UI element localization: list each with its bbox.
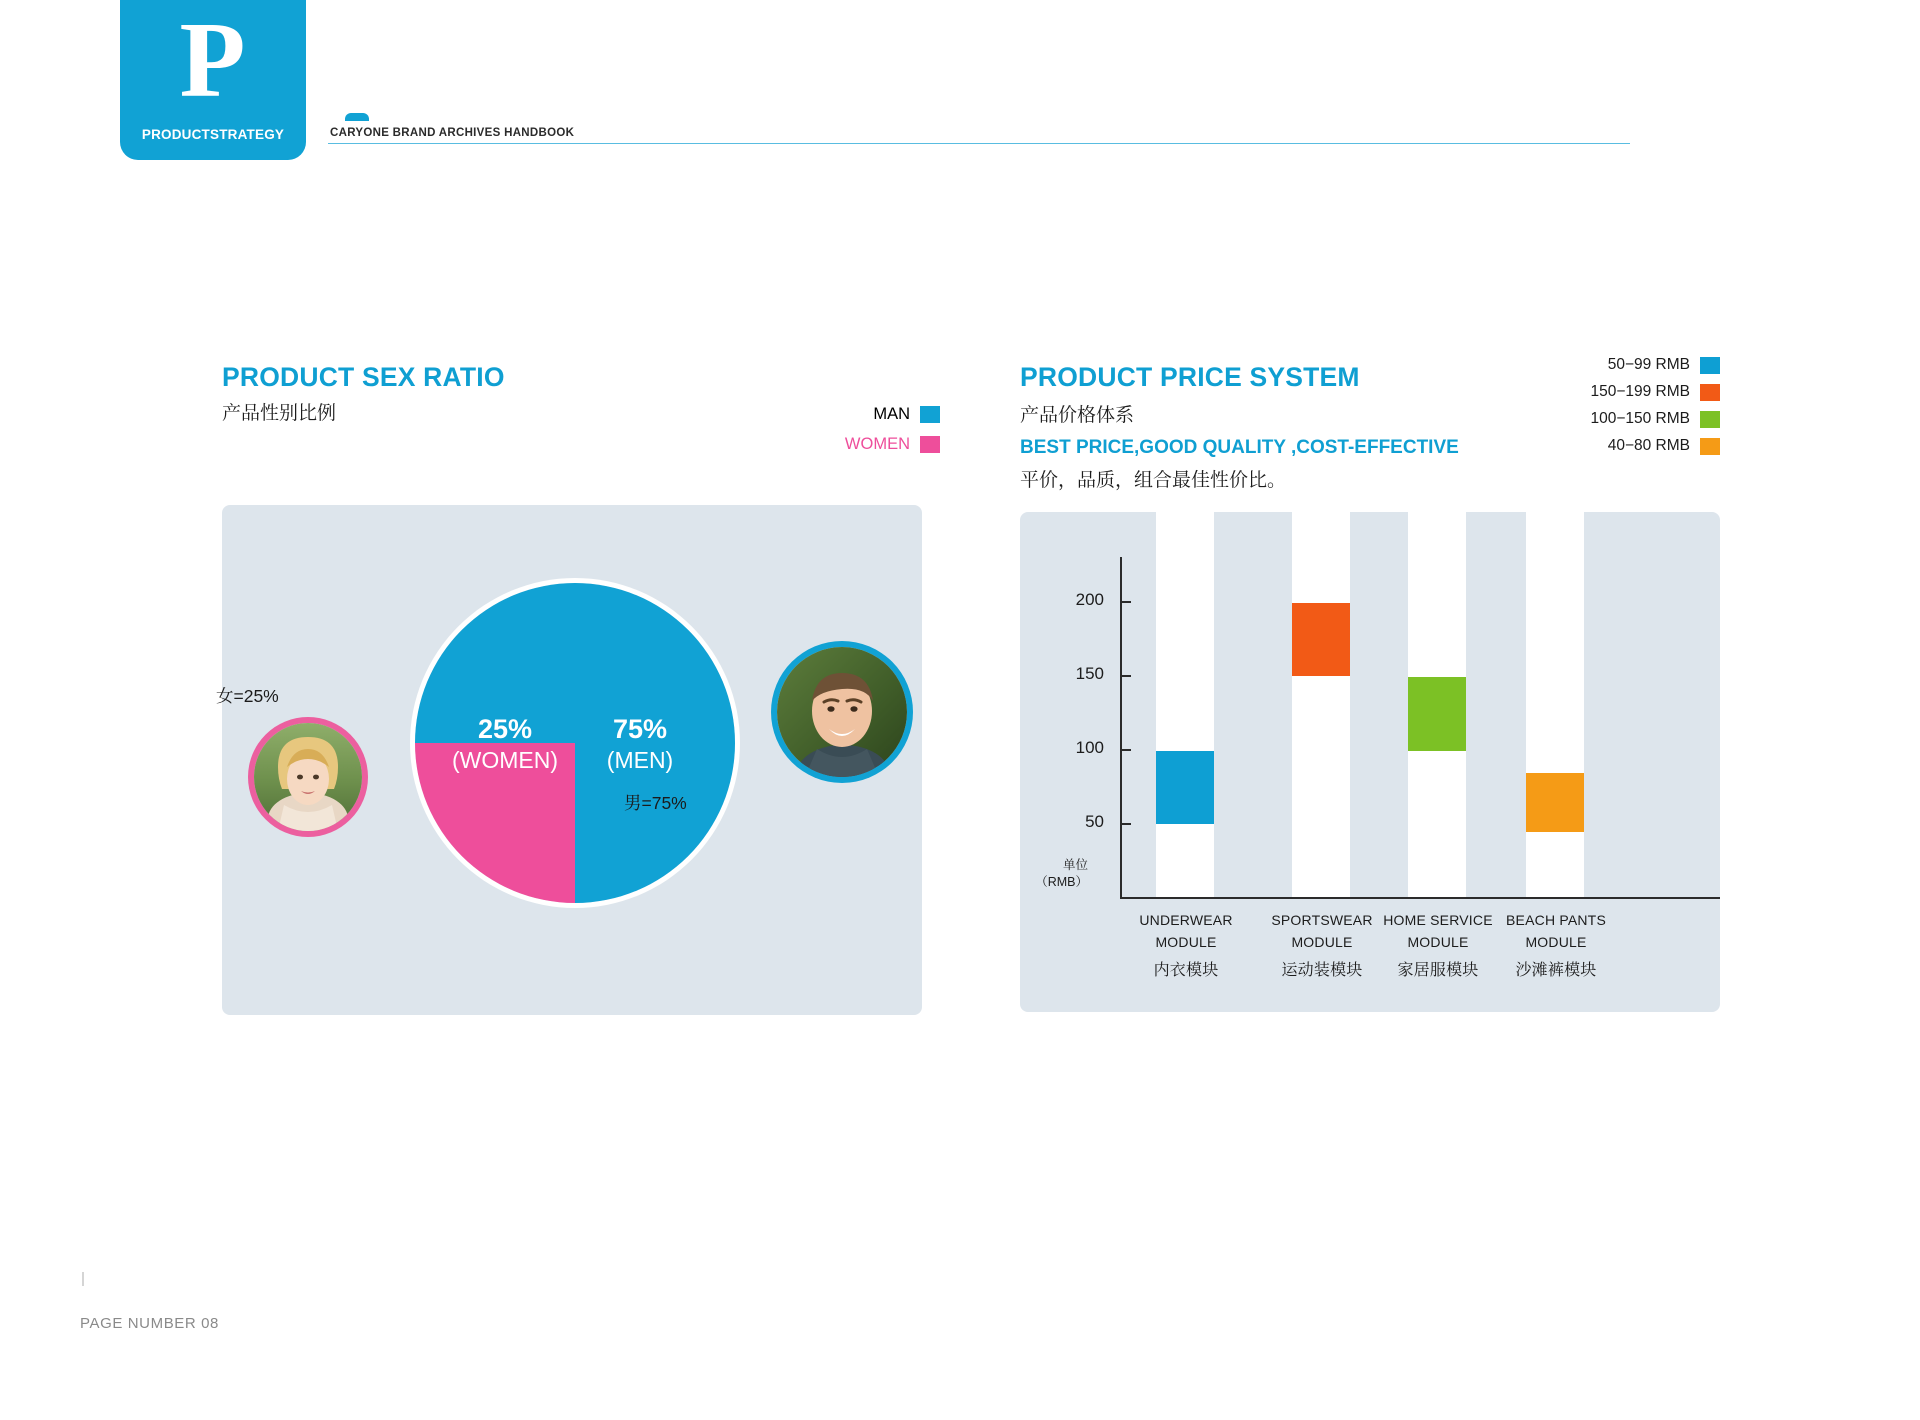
bar-segment-sportswear <box>1292 603 1350 676</box>
swoosh-icon <box>345 113 369 121</box>
men-side-label: 男=75% <box>624 793 687 813</box>
brand-logo-tag <box>120 0 306 160</box>
category-label-underwear-cn: 内衣模块 <box>1153 962 1219 980</box>
y-axis-unit-line2: （RMB） <box>1035 874 1088 889</box>
bar-segment-underwear <box>1156 751 1214 824</box>
y-tick-mark-200 <box>1120 601 1131 603</box>
left-title-en: PRODUCT SEX RATIO <box>222 362 505 392</box>
price-system-panel <box>1020 512 1720 1012</box>
category-label-beach-pants-cn: 沙滩裤模块 <box>1515 962 1597 980</box>
right-title-cn: 产品价格体系 <box>1020 405 1135 426</box>
category-label-beach-pants: BEACH PANTS MODULE 沙滩裤模块 <box>1496 910 1616 984</box>
y-axis-unit-line1: 单位 <box>1062 858 1088 872</box>
pie-label-women-name: (WOMEN) <box>451 746 559 773</box>
price-legend-item-2 <box>1590 383 1720 401</box>
legend-swatch-women-icon <box>920 436 940 453</box>
x-axis <box>1120 897 1720 899</box>
pie-label-women <box>445 713 565 774</box>
y-tick-mark-50 <box>1120 823 1131 825</box>
y-axis <box>1120 557 1122 899</box>
price-legend-swatch-2-icon <box>1700 384 1720 401</box>
bar-segment-home-service <box>1408 677 1466 751</box>
price-legend-label-1: 50−99 RMB <box>1607 356 1690 373</box>
category-label-underwear: UNDERWEAR MODULE 内衣模块 <box>1130 910 1242 984</box>
price-legend-item-3 <box>1590 410 1720 428</box>
category-label-sportswear: SPORTSWEAR MODULE 运动装模块 <box>1266 910 1378 984</box>
y-tick-label-150: 150 <box>1075 664 1104 683</box>
category-label-home-service: HOME SERVICE MODULE 家居服模块 <box>1378 910 1498 984</box>
price-slogan-en: BEST PRICE,GOOD QUALITY ,COST-EFFECTIVE <box>1020 437 1459 458</box>
sex-ratio-panel <box>216 505 922 1015</box>
y-tick-label-200: 200 <box>1075 590 1104 609</box>
pie-label-men <box>580 713 700 774</box>
women-side-label: 女=25% <box>216 686 279 706</box>
y-axis-unit-label <box>1028 857 1088 891</box>
category-label-home-service-cn: 家居服模块 <box>1397 962 1479 980</box>
footer-tick <box>82 1272 84 1286</box>
avatar-man <box>777 647 907 777</box>
legend-label-man: MAN <box>873 405 910 423</box>
legend-item-women <box>780 435 940 454</box>
price-legend-label-2: 150−199 RMB <box>1590 383 1690 400</box>
handbook-line: CARYONE BRAND ARCHIVES HANDBOOK <box>330 127 575 139</box>
price-legend-swatch-1-icon <box>1700 357 1720 374</box>
price-legend-label-4: 40−80 RMB <box>1607 437 1690 454</box>
header-divider <box>328 143 1630 144</box>
pie-label-men-value: 75% <box>612 714 668 744</box>
right-title-en: PRODUCT PRICE SYSTEM <box>1020 362 1360 392</box>
price-legend-item-1 <box>1608 356 1720 374</box>
bar-track-beach-pants <box>1526 506 1584 897</box>
price-legend-item-4 <box>1608 437 1720 455</box>
y-tick-label-50: 50 <box>1085 812 1104 831</box>
price-legend-label-3: 100−150 RMB <box>1590 410 1690 427</box>
legend-label-women: WOMEN <box>844 435 910 453</box>
price-slogan-cn: 平价，品质，组合最佳性价比。 <box>1020 470 1287 491</box>
avatar-woman <box>254 723 362 831</box>
sex-ratio-pie-chart <box>415 583 735 903</box>
price-legend-swatch-4-icon <box>1700 438 1720 455</box>
page-number: PAGE NUMBER 08 <box>80 1315 219 1332</box>
y-tick-mark-100 <box>1120 749 1131 751</box>
y-tick-mark-150 <box>1120 675 1131 677</box>
avatar-woman-image <box>254 723 362 831</box>
logo-letter: P <box>179 1 247 120</box>
left-title-cn: 产品性别比例 <box>222 403 337 424</box>
logo-caption: PRODUCTSTRATEGY <box>141 127 285 142</box>
avatar-man-image <box>777 647 907 777</box>
bar-segment-beach-pants <box>1526 773 1584 832</box>
bar-track-sportswear <box>1292 506 1350 897</box>
pie-label-men-name: (MEN) <box>606 746 674 773</box>
bar-track-home-service <box>1408 506 1466 897</box>
bar-track-underwear <box>1156 506 1214 897</box>
legend-swatch-man-icon <box>920 406 940 423</box>
price-legend-swatch-3-icon <box>1700 411 1720 428</box>
legend-item-man <box>780 405 940 424</box>
pie-label-women-value: 25% <box>477 714 533 744</box>
y-tick-label-100: 100 <box>1075 738 1104 757</box>
category-label-sportswear-cn: 运动装模块 <box>1281 962 1363 980</box>
